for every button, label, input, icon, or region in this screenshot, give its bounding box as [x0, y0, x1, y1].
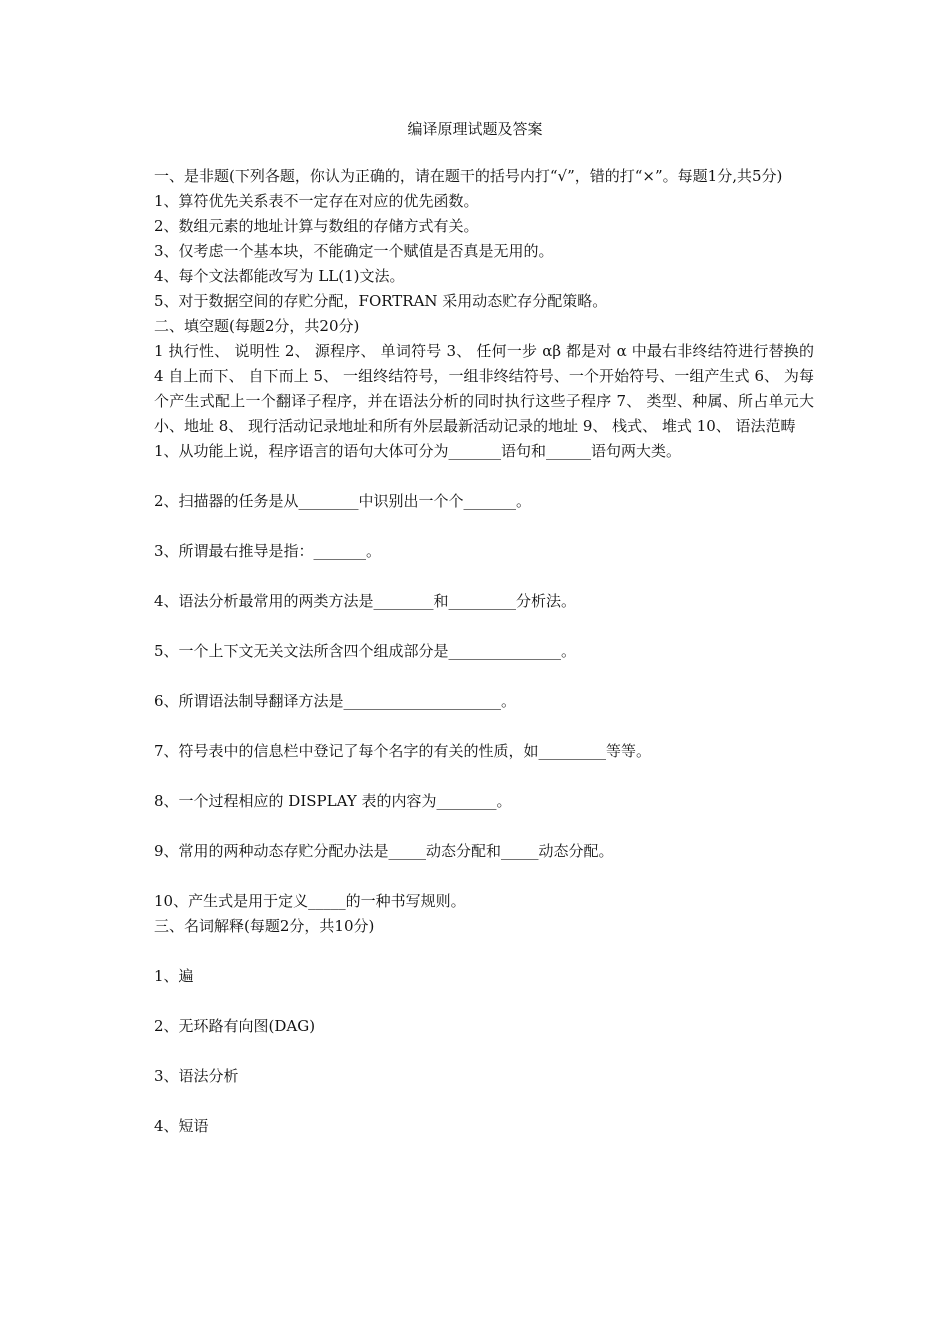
section-3-item-2: 2、无环路有向图(DAG) — [154, 1017, 316, 1035]
section-3-item-4: 4、短语 — [154, 1117, 209, 1135]
section-2-item-8: 8、一个过程相应的 DISPLAY 表的内容为________。 — [154, 792, 512, 810]
section-2-item-2: 2、扫描器的任务是从________中识别出一个个_______。 — [154, 492, 532, 510]
section-2-item-1: 1、从功能上说，程序语言的语句大体可分为_______语句和______语句两大类。 — [154, 442, 682, 460]
section-2-item-6: 6、所谓语法制导翻译方法是_____________________。 — [154, 692, 517, 710]
section-3-heading: 三、名词解释(每题2分，共10分) — [154, 917, 375, 935]
section-2-item-4: 4、语法分析最常用的两类方法是________和_________分析法。 — [154, 592, 577, 610]
section-2-item-5: 5、一个上下文无关文法所含四个组成部分是_______________。 — [154, 642, 577, 660]
section-1-heading: 一、是非题(下列各题，你认为正确的，请在题干的括号内打“√”，错的打“×”。每题1分,共5分) — [154, 167, 783, 185]
document-title: 编译原理试题及答案 — [407, 120, 543, 138]
section-2-item-9: 9、常用的两种动态存贮分配办法是_____动态分配和_____动态分配。 — [154, 842, 614, 860]
section-1-item-3: 3、仅考虑一个基本块，不能确定一个赋值是否真是无用的。 — [154, 242, 554, 260]
section-2-item-3: 3、所谓最右推导是指：_______。 — [154, 542, 382, 560]
section-2-item-10: 10、产生式是用于定义_____的一种书写规则。 — [154, 892, 466, 910]
section-1-item-5: 5、对于数据空间的存贮分配，FORTRAN 采用动态贮存分配策略。 — [154, 292, 608, 310]
section-3-item-1: 1、遍 — [154, 967, 194, 985]
section-2-item-7: 7、符号表中的信息栏中登记了每个名字的有关的性质，如_________等等。 — [154, 742, 652, 760]
section-2-answers: 1 执行性、 说明性 2、 源程序、 单词符号 3、 任何一步 αβ 都是对 α 中最右非终结符进行替换的 4 自上而下、 自下而上 5、 一组终结符号，一组非终结符号、一个开始符号、一组产生式 6、 为每个产生式配上一个翻译子程序，并在语法分析的同时执行这些子程序 7、 类型、种属、所占单元大小、地址 8、 现行活动记录地址和所有外层最新活动记录的地址 9、 栈式、 堆式 10、 语法范畴 — [154, 342, 814, 435]
section-1-item-2: 2、数组元素的地址计算与数组的存储方式有关。 — [154, 217, 479, 235]
document-body — [154, 164, 814, 1164]
section-2-heading: 二、填空题(每题2分，共20分) — [154, 317, 360, 335]
section-1-item-1: 1、算符优先关系表不一定存在对应的优先函数。 — [154, 192, 479, 210]
section-3-item-3: 3、语法分析 — [154, 1067, 239, 1085]
section-1-item-4: 4、每个文法都能改写为 LL(1)文法。 — [154, 267, 405, 285]
